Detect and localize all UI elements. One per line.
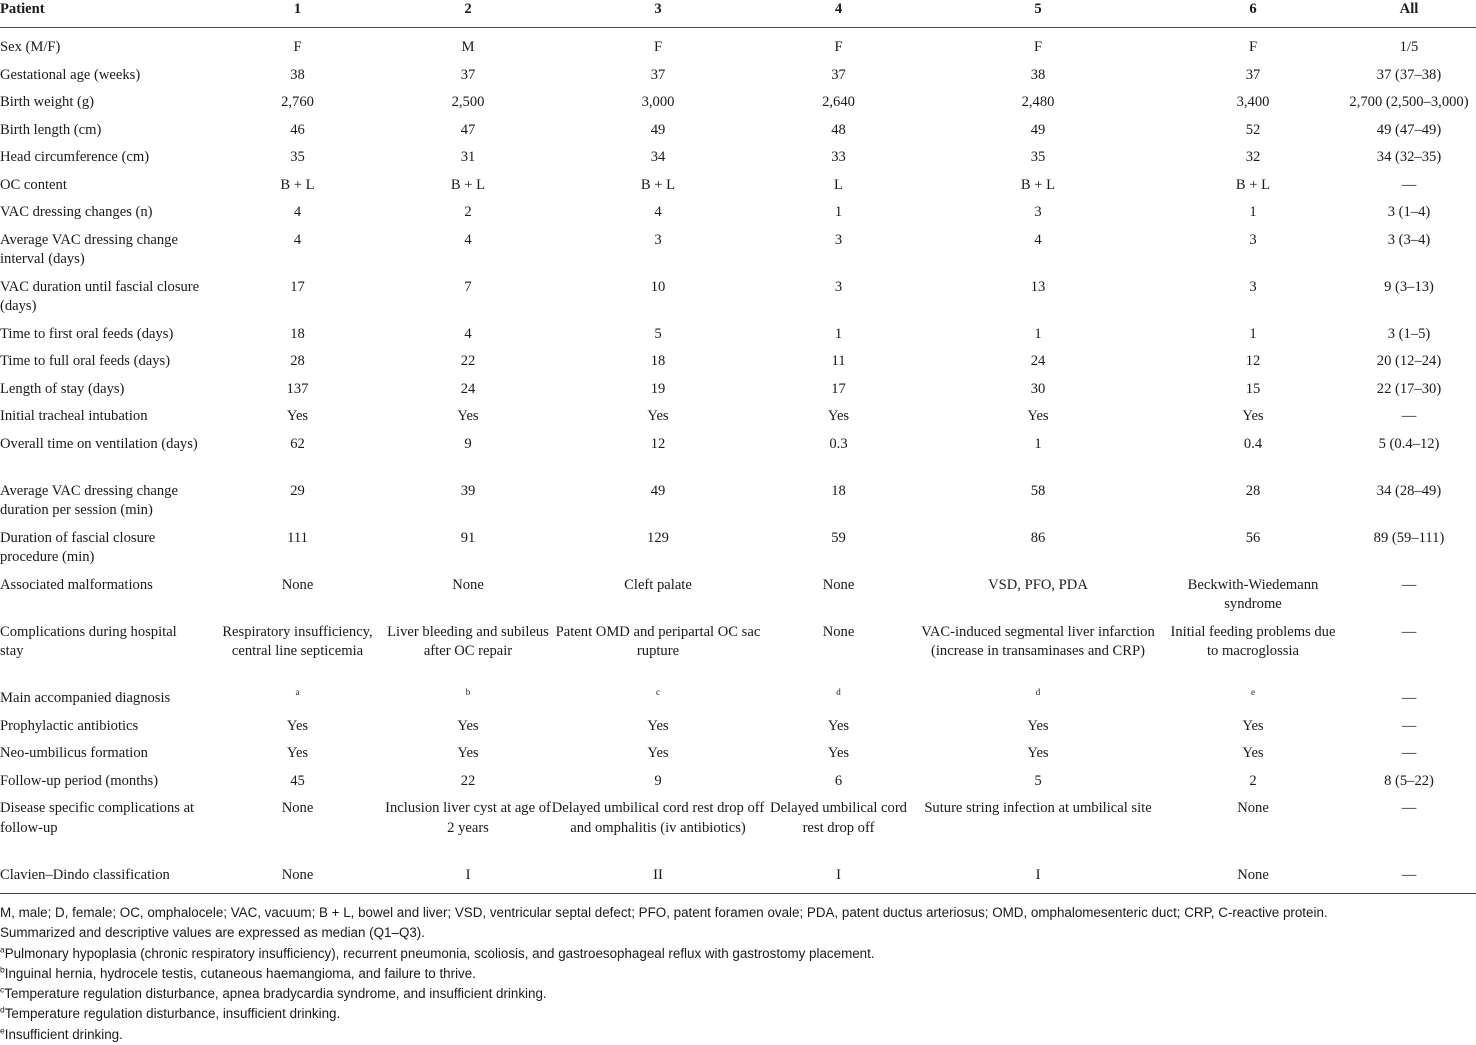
row-label: Gestational age (weeks) xyxy=(0,66,141,83)
table-cell: 3 (1–4) xyxy=(1387,204,1431,220)
column-header: Patient xyxy=(0,0,210,28)
column-header: 2 xyxy=(385,0,551,28)
footnote-reference: c xyxy=(656,687,660,698)
table-cell: Respiratory insufficiency, central line septicemia xyxy=(222,623,373,659)
table-cell: 2,480 xyxy=(1021,94,1055,110)
table-cell xyxy=(551,689,765,717)
footnote-mark: e xyxy=(0,1025,5,1036)
table-cell: 22 (17–30) xyxy=(1376,380,1442,397)
table-row xyxy=(0,482,1476,529)
row-label: Time to full oral feeds (days) xyxy=(0,353,171,369)
row-label: Head circumference (cm) xyxy=(0,149,150,165)
table-cell: Yes xyxy=(457,745,479,761)
table-cell: B + L xyxy=(640,176,676,193)
row-label: Birth weight (g) xyxy=(0,94,95,110)
table-cell: VSD, PFO, PDA xyxy=(988,576,1088,593)
row-label: Sex (M/F) xyxy=(0,39,61,55)
table-cell: Yes xyxy=(286,408,309,424)
table-cell: Yes xyxy=(1242,717,1264,734)
table-cell: 12 xyxy=(650,435,666,452)
row-label: Average VAC dressing change interval (days) xyxy=(0,231,178,267)
table-cell: I xyxy=(385,866,551,894)
table-cell: 9 (3–13) xyxy=(1384,278,1434,295)
table-cell: Yes xyxy=(457,717,479,734)
table-cell: 56 xyxy=(1245,529,1261,546)
table-cell: Yes xyxy=(647,717,669,734)
table-cell: 5 (0.4–12) xyxy=(1378,435,1440,452)
table-cell: 1 xyxy=(1034,325,1042,342)
table-cell: 3,000 xyxy=(641,94,675,110)
table-cell xyxy=(765,689,912,717)
row-label: Average VAC dressing change duration per session (min) xyxy=(0,482,178,518)
table-cell: Yes xyxy=(827,717,850,734)
table-cell: F xyxy=(1248,39,1258,55)
column-header: 5 xyxy=(912,0,1164,28)
footnote xyxy=(0,1004,1476,1024)
table-cell: Delayed umbilical cord rest drop off and omphalitis (iv antibiotics) xyxy=(551,800,765,836)
table-cell: 18 xyxy=(831,482,846,499)
table-cell xyxy=(210,689,385,717)
table-cell: 34 (28–49) xyxy=(1376,482,1442,499)
table-cell xyxy=(385,689,551,717)
table-cell: 9 xyxy=(464,435,472,452)
table-cell: 2,640 xyxy=(822,94,855,110)
table-cell: Initial feeding problems due to macroglossia xyxy=(1170,623,1336,659)
table-cell: Beckwith-Wiedemann syndrome xyxy=(1187,576,1319,612)
table-row xyxy=(0,799,1476,866)
table-cell: Suture string infection at umbilical site xyxy=(924,800,1152,816)
row-label: OC content xyxy=(0,176,67,193)
table-cell: 3 xyxy=(834,278,843,295)
table-cell: 86 xyxy=(1030,529,1046,546)
row-label: Neo-umbilicus formation xyxy=(0,745,148,761)
table-cell: Yes xyxy=(647,408,669,424)
table-cell: L xyxy=(834,176,843,193)
table-row xyxy=(0,28,1476,66)
table-cell: 18 xyxy=(290,325,305,342)
table-cell: 4 xyxy=(464,231,472,248)
table-cell: Yes xyxy=(1242,745,1264,761)
table-cell: 49 xyxy=(650,121,666,138)
table-cell: 3,400 xyxy=(1236,94,1270,110)
table-cell: — xyxy=(1401,800,1417,816)
table-cell: 48 xyxy=(831,121,846,138)
footnote-mark: a xyxy=(0,944,5,955)
table-cell: 15 xyxy=(1245,380,1261,397)
table-cell: 49 xyxy=(1030,121,1046,138)
table-cell: Patent OMD and peripartal OC sac rupture xyxy=(555,623,761,659)
table-cell: I xyxy=(912,866,1164,894)
column-header: All xyxy=(1342,0,1476,28)
table-cell: B + L xyxy=(450,176,486,193)
table-cell: 129 xyxy=(647,529,669,546)
column-header: 6 xyxy=(1164,0,1342,28)
table-cell: Yes xyxy=(457,408,479,424)
table-row xyxy=(0,231,1476,278)
table-cell: 4 xyxy=(293,231,302,248)
footnote-text: Temperature regulation disturbance, insufficient drinking. xyxy=(4,1006,341,1022)
table-cell: 12 xyxy=(1245,353,1261,369)
footnote-mark: b xyxy=(0,964,5,975)
row-label: VAC duration until fascial closure (days) xyxy=(0,278,200,314)
table-cell: 22 xyxy=(460,772,476,789)
table-row xyxy=(0,576,1476,623)
table-cell: Cleft palate xyxy=(624,576,692,593)
row-label: Complications during hospital stay xyxy=(0,623,177,659)
table-cell: F xyxy=(293,39,302,55)
table-cell: 4 xyxy=(293,204,302,220)
table-cell: 111 xyxy=(287,529,308,546)
table-cell: — xyxy=(1342,866,1476,894)
table-cell: 0.4 xyxy=(1243,435,1263,452)
table-cell: — xyxy=(1401,623,1417,640)
row-label: Overall time on ventilation (days) xyxy=(0,435,198,452)
table-cell: 2 xyxy=(1249,772,1257,789)
table-cell: — xyxy=(1401,690,1417,706)
table-cell: 28 xyxy=(1245,482,1261,499)
table-row xyxy=(0,529,1476,576)
table-row xyxy=(0,148,1476,176)
footnote-text: Pulmonary hypoplasia (chronic respiratory insufficiency), recurrent pneumonia, scoliosis, and gastroesophageal reflux with gastrostomy placement. xyxy=(4,945,875,961)
table-cell: 37 xyxy=(831,66,846,83)
table-cell: 1 xyxy=(1249,325,1257,342)
table-row xyxy=(0,407,1476,435)
row-label: Initial tracheal intubation xyxy=(0,408,148,424)
table-cell: I xyxy=(765,866,912,894)
table-cell: 22 xyxy=(460,353,476,369)
table-cell: II xyxy=(551,866,765,894)
row-label: Follow-up period (months) xyxy=(0,772,159,789)
table-cell: Yes xyxy=(647,745,669,761)
row-label: Associated malformations xyxy=(0,576,153,593)
table-cell: 3 (1–5) xyxy=(1387,325,1431,342)
table-cell: M xyxy=(461,39,475,55)
table-cell: 46 xyxy=(290,121,305,138)
table-cell xyxy=(912,689,1164,717)
table-cell: B + L xyxy=(1020,176,1056,193)
table-cell: 37 xyxy=(650,66,666,83)
table-cell: 62 xyxy=(290,435,305,452)
row-label: Birth length (cm) xyxy=(0,121,102,138)
table-cell: Inclusion liver cyst at age of 2 years xyxy=(385,800,551,836)
table-row xyxy=(0,352,1476,380)
table-cell: 37 xyxy=(1245,66,1261,83)
summary-note: Summarized and descriptive values are expressed as median (Q1–Q3). xyxy=(0,925,425,941)
table-row xyxy=(0,380,1476,408)
table-row xyxy=(0,176,1476,204)
table-row xyxy=(0,435,1476,482)
table-cell: Yes xyxy=(1027,745,1049,761)
column-header: 1 xyxy=(210,0,385,28)
row-label: Length of stay (days) xyxy=(0,380,125,397)
table-cell: 7 xyxy=(464,278,472,295)
table-cell: 19 xyxy=(650,380,666,397)
row-label: VAC dressing changes (n) xyxy=(0,204,153,220)
table-cell: 38 xyxy=(1030,66,1046,83)
table-cell: 37 (37–38) xyxy=(1376,66,1442,83)
table-cell: 5 xyxy=(1034,772,1042,789)
table-cell: None xyxy=(210,866,385,894)
table-cell: 8 (5–22) xyxy=(1384,772,1434,789)
table-cell: 3 xyxy=(654,231,662,248)
table-cell: 49 xyxy=(650,482,666,499)
table-cell: 35 xyxy=(1030,149,1046,165)
table-cell: 24 xyxy=(1030,353,1046,369)
table-notes xyxy=(0,903,1476,1045)
table-cell: None xyxy=(1164,866,1342,894)
table-cell: 35 xyxy=(290,149,305,165)
table-cell: 37 xyxy=(460,66,476,83)
table-cell: 1 xyxy=(1249,204,1257,220)
table-cell: 10 xyxy=(650,278,666,295)
table-cell: 11 xyxy=(831,353,846,369)
table-cell: 24 xyxy=(460,380,476,397)
footnote-reference: d xyxy=(1035,687,1041,698)
table-cell: 5 xyxy=(654,325,662,342)
table-cell: F xyxy=(834,39,843,55)
table-cell: 52 xyxy=(1245,121,1261,138)
table-row xyxy=(0,866,1476,894)
table-cell: 31 xyxy=(460,149,476,165)
table-row xyxy=(0,66,1476,94)
table-cell: 58 xyxy=(1030,482,1046,499)
table-cell: — xyxy=(1401,576,1417,593)
table-cell: Yes xyxy=(1027,408,1049,424)
table-cell: 2,700 (2,500–3,000) xyxy=(1349,94,1469,110)
footnote-reference: a xyxy=(295,687,300,698)
table-cell: 3 xyxy=(1034,204,1042,220)
table-cell: 49 (47–49) xyxy=(1376,121,1442,138)
table-cell: B + L xyxy=(1235,176,1271,193)
table-cell: 13 xyxy=(1030,278,1046,295)
row-label: Time to first oral feeds (days) xyxy=(0,325,174,342)
table-cell: — xyxy=(1401,176,1417,193)
table-cell: F xyxy=(1033,39,1043,55)
table-cell: 0.3 xyxy=(829,435,848,452)
table-cell: 4 xyxy=(654,204,662,220)
table-cell: 6 xyxy=(834,772,843,789)
footnote-text: Insufficient drinking. xyxy=(4,1026,123,1042)
table-cell: Delayed umbilical cord rest drop off xyxy=(770,800,907,836)
table-cell: 17 xyxy=(290,278,305,295)
table-row xyxy=(0,689,1476,717)
table-cell: Yes xyxy=(286,717,309,734)
table-cell: — xyxy=(1401,717,1417,734)
table-row xyxy=(0,772,1476,800)
table-cell: 3 xyxy=(1249,231,1257,248)
table-cell: 1 xyxy=(1034,435,1042,452)
table-cell: 1 xyxy=(834,325,843,342)
table-cell: Yes xyxy=(1027,717,1049,734)
abbreviations-note: M, male; D, female; OC, omphalocele; VAC, vacuum; B + L, bowel and liver; VSD, ventricular septal defect; PFO, patent foramen ovale; PDA, patent ductus arteriosus; OMD, omphalomesenteric duct; CRP, C-reactive protein. xyxy=(0,905,1328,920)
table-cell: Yes xyxy=(827,408,850,424)
table-cell: 18 xyxy=(650,353,666,369)
table-cell: 4 xyxy=(464,325,472,342)
table-cell: 28 xyxy=(290,353,305,369)
table-cell: 20 (12–24) xyxy=(1376,353,1442,369)
table-cell: 33 xyxy=(831,149,846,165)
table-cell: 1 xyxy=(834,204,843,220)
footnote xyxy=(0,944,1476,964)
table-row xyxy=(0,203,1476,231)
column-header: 3 xyxy=(551,0,765,28)
table-cell xyxy=(1164,689,1342,717)
table-cell: None xyxy=(281,800,314,816)
table-row xyxy=(0,717,1476,745)
table-row xyxy=(0,623,1476,690)
table-cell: — xyxy=(1401,745,1417,761)
footnote-reference: b xyxy=(465,687,471,698)
table-cell: None xyxy=(822,576,855,593)
table-row xyxy=(0,325,1476,353)
table-cell: None xyxy=(822,623,855,640)
table-cell: 3 xyxy=(1249,278,1257,295)
table-cell: 32 xyxy=(1245,149,1261,165)
table-cell: Liver bleeding and subileus after OC repair xyxy=(387,623,549,659)
table-cell: 2,500 xyxy=(451,94,485,110)
table-cell: 9 xyxy=(654,772,662,789)
footnote-reference: e xyxy=(1251,687,1255,698)
table-cell: 47 xyxy=(460,121,476,138)
footnote-mark: d xyxy=(0,1005,5,1016)
table-row xyxy=(0,744,1476,772)
table-body xyxy=(0,28,1476,894)
table-cell: VAC-induced segmental liver infarction (increase in transaminases and CRP) xyxy=(921,623,1155,659)
table-header-row xyxy=(0,0,1476,28)
table-cell: Yes xyxy=(1242,408,1264,424)
table-cell: 3 (3–4) xyxy=(1387,231,1431,248)
row-label: Disease specific complications at follow-up xyxy=(0,800,195,836)
table-cell: 2 xyxy=(464,204,472,220)
table-cell: None xyxy=(452,576,484,593)
column-header: 4 xyxy=(765,0,912,28)
row-label: Main accompanied diagnosis xyxy=(0,690,171,706)
table-cell: 45 xyxy=(290,772,305,789)
footnote-text: Temperature regulation disturbance, apnea bradycardia syndrome, and insufficient drinking. xyxy=(4,986,547,1002)
table-cell: Yes xyxy=(827,745,850,761)
table-cell: 91 xyxy=(460,529,476,546)
table-cell: None xyxy=(281,576,314,593)
table-cell: 59 xyxy=(831,529,846,546)
table-cell: F xyxy=(653,39,663,55)
footnote-mark: c xyxy=(0,984,5,995)
table-cell: Yes xyxy=(286,745,309,761)
table-cell: 3 xyxy=(834,231,843,248)
row-label: Duration of fascial closure procedure (min) xyxy=(0,529,156,565)
table-row xyxy=(0,121,1476,149)
table-cell: B + L xyxy=(280,176,315,193)
table-cell: 39 xyxy=(460,482,476,499)
table-cell: 29 xyxy=(290,482,305,499)
row-label: Prophylactic antibiotics xyxy=(0,717,139,734)
table-cell: 30 xyxy=(1030,380,1046,397)
footnote xyxy=(0,964,1476,984)
table-cell: — xyxy=(1401,408,1417,424)
table-row xyxy=(0,278,1476,325)
table-cell: 34 (32–35) xyxy=(1376,149,1442,165)
footnote-reference: d xyxy=(836,687,841,698)
table-cell: 89 (59–111) xyxy=(1373,529,1445,546)
table-row xyxy=(0,93,1476,121)
table-cell: 34 xyxy=(650,149,666,165)
table-cell: None xyxy=(1237,800,1269,816)
table-cell: 4 xyxy=(1034,231,1042,248)
footnote xyxy=(0,1025,1476,1045)
footnote-text: Inguinal hernia, hydrocele testis, cutaneous haemangioma, and failure to thrive. xyxy=(4,965,476,981)
row-label: Clavien–Dindo classification xyxy=(0,866,210,894)
table-cell: 17 xyxy=(831,380,846,397)
table-cell: 1/5 xyxy=(1399,39,1419,55)
footnote xyxy=(0,984,1476,1004)
table-cell: 137 xyxy=(286,380,309,397)
table-cell: 2,760 xyxy=(281,94,314,110)
table-cell: 38 xyxy=(290,66,305,83)
